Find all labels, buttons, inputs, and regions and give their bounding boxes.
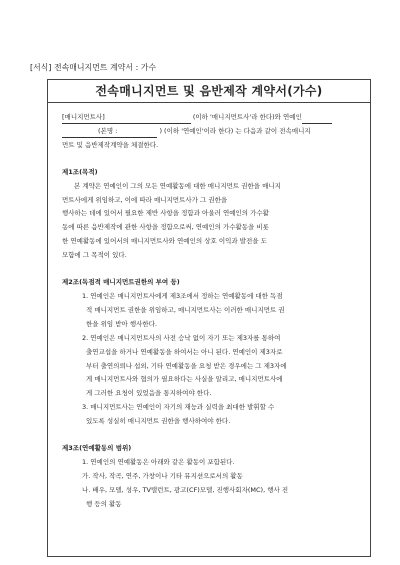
article-2-item-1-line: 적 매니지먼트 권한을 위임하고, 매니지먼트사는 이러한 매니지먼트 권 <box>86 305 285 314</box>
article-2-item-1-line: 한을 위임 받아 행사한다. <box>86 319 158 328</box>
party1-suffix: (이하 '매니지먼트사'라 한다)와 연예인 <box>192 113 302 121</box>
contract-body <box>62 111 358 512</box>
article-1-line: 한 연예활동에 있어서의 매니지먼트사와 연예인의 상호 이익과 발전을 도 <box>62 237 267 246</box>
article-1-line: 행사하는 데에 있어서 필요한 제반 사항을 정함과 아울러 연예인의 가수활 <box>62 209 269 218</box>
article-3-sub-a: 가. 작사, 작곡, 연주, 가창이나 기타 뮤지션으로서의 활동 <box>82 471 243 480</box>
preamble-line-1 <box>62 111 358 125</box>
article-2-item-2-line: 부터 출연의뢰나 섭외, 기타 연예활동을 요청 받은 경우에는 그 제3자에 <box>86 361 287 370</box>
article-2-title: 제2조(독점적 매니지먼트권한의 부여 등) <box>62 278 180 287</box>
party2-suffix: ) (이하 '연예인'이라 한다) 는 다음과 같이 전속매니지 <box>159 126 311 135</box>
article-3-sub-b-line: 행 등의 활동 <box>86 499 122 508</box>
contract-title: 전속매니지먼트 및 음반제작 계약서(가수) <box>95 84 323 98</box>
article-3-item-1: 1. 연예인의 연예활동은 아래와 같은 활동이 포함된다. <box>82 457 235 466</box>
article-2-item-2-line: 출연교섭을 하거나 연예활동을 하여서는 아니 된다. 연예인이 제3자로 <box>86 347 283 356</box>
party2-name-field <box>62 126 157 138</box>
article-1-title: 제1조(목적) <box>62 167 98 176</box>
article-1-line: 모함에 그 목적이 있다. <box>62 251 127 260</box>
article-3-sub-b-line: 나. 배우, 모델, 성우, TV탤런트, 광고(CF)모델, 진행사회자(MC), 행사 진 <box>82 485 289 494</box>
party2-name-label: (본명 : <box>98 126 118 135</box>
preamble-line-2 <box>62 125 358 139</box>
party1-label: [매니지먼트사] <box>62 112 105 124</box>
article-2-item-2-line: 2. 연예인은 매니지먼트사의 사전 승낙 없이 자기 또는 제3자를 통하여 <box>82 333 281 342</box>
article-1-line: 본 계약은 연예인이 그의 모든 연예활동에 대한 매니지먼트 권한을 매니지 <box>74 181 281 190</box>
article-2-item-2-line: 게 그러한 요청이 있었음을 통지하여야 한다. <box>86 389 212 398</box>
party2-blank <box>302 112 332 124</box>
preamble-line-3: 먼트 및 음반제작계약을 체결한다. <box>62 140 159 149</box>
article-1-line: 먼트사에게 위임하고, 이에 따라 매니지먼트사가 그 권한을 <box>62 195 228 204</box>
title-divider <box>47 102 371 103</box>
article-2-item-1-line: 1. 연예인은 매니지먼트사에게 제3조에서 정하는 연예활동에 대한 독점 <box>82 291 283 300</box>
article-2-item-2-line: 게 매니지먼트사와 협의가 필요하다는 사실을 알리고, 매니지먼트사에 <box>86 375 283 384</box>
article-2-item-3-line: 있도록 성실히 매니지먼트 권한을 행사하여야 한다. <box>86 417 231 426</box>
article-3-title: 제3조(연예활동의 범위) <box>62 444 132 453</box>
document-header: [서식] 전속매니지먼트 계약서 : 가수 <box>30 63 157 72</box>
article-2-item-3-line: 3. 매니지먼트사는 연예인이 자기의 재능과 실력을 최대한 발휘할 수 <box>82 403 275 412</box>
party1-blank <box>105 112 191 124</box>
article-1-line: 동에 따른 음반제작에 관한 사항을 정함으로써, 연예인의 가수활동을 비롯 <box>62 223 269 232</box>
